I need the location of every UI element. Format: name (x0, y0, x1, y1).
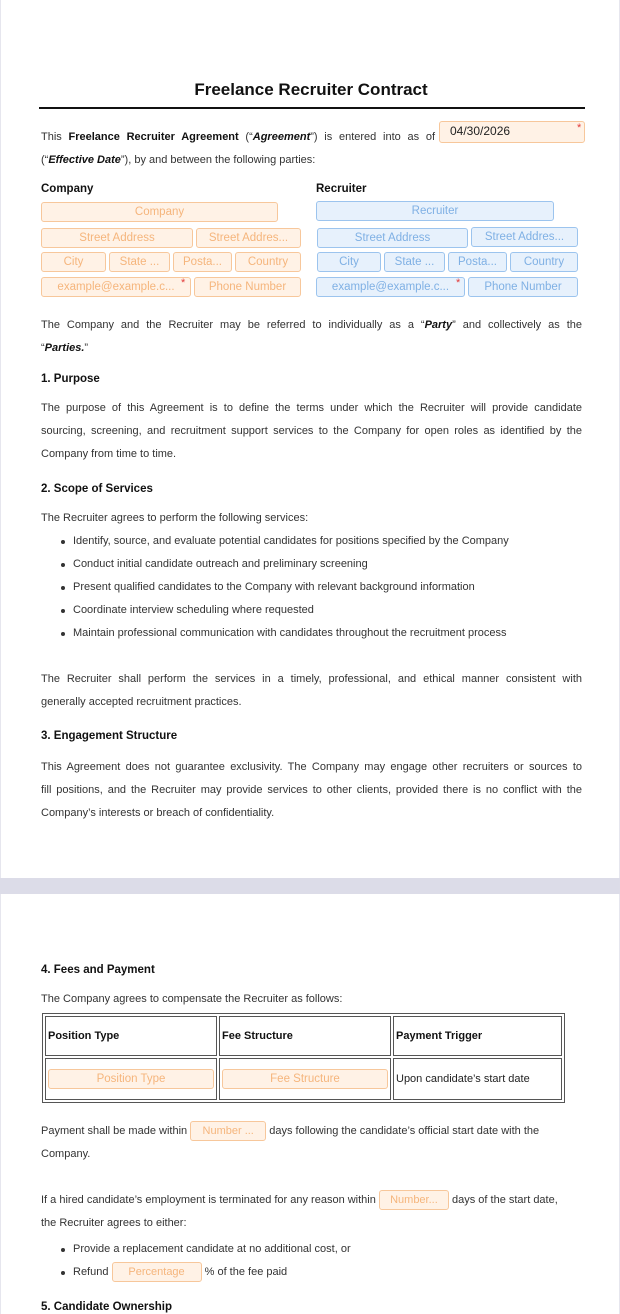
scope-list (61, 530, 509, 645)
page-separator (0, 878, 620, 894)
company-phone-input[interactable]: Phone Number (194, 277, 301, 297)
company-state-input[interactable]: State ... (109, 252, 170, 272)
refund-percentage-input[interactable]: Percentage (112, 1262, 202, 1282)
company-name-input[interactable]: Company (41, 202, 278, 222)
table-header-cell: Payment Trigger (393, 1016, 562, 1056)
intro-line-1: This Freelance Recruiter Agreement (“Agreement”) is entered into as of (41, 131, 435, 143)
list-item: Coordinate interview scheduling where requested (61, 599, 509, 622)
required-asterisk: * (456, 277, 461, 289)
recruiter-heading: Recruiter (316, 183, 367, 195)
fees-intro: The Company agrees to compensate the Recruiter as follows: (41, 993, 343, 1005)
company-street2-input[interactable]: Street Addres... (196, 228, 301, 248)
required-asterisk: * (181, 277, 186, 289)
recruiter-postal-input[interactable]: Posta... (448, 252, 507, 272)
section-scope-heading: 2. Scope of Services (41, 483, 153, 495)
company-city-input[interactable]: City (41, 252, 106, 272)
list-item: Refund Percentage % of the fee paid (61, 1261, 351, 1284)
table-header-cell: Position Type (45, 1016, 217, 1056)
intro-line-2: (“Effective Date”), by and between the following parties: (41, 154, 316, 166)
company-heading: Company (41, 183, 94, 195)
payment-days-input[interactable]: Number ... (190, 1121, 266, 1141)
termination-days-input[interactable]: Number... (379, 1190, 449, 1210)
document-title: Freelance Recruiter Contract (194, 80, 428, 99)
required-asterisk: * (577, 122, 582, 134)
fee-structure-input[interactable]: Fee Structure (222, 1069, 388, 1089)
effective-date-input[interactable]: 04/30/2026 (439, 121, 585, 143)
scope-intro: The Recruiter agrees to perform the following services: (41, 512, 309, 524)
section-fees-heading: 4. Fees and Payment (41, 964, 155, 976)
payment-trigger-cell: Upon candidate’s start date (393, 1058, 562, 1100)
recruiter-name-input[interactable]: Recruiter (316, 201, 554, 221)
company-postal-input[interactable]: Posta... (173, 252, 232, 272)
termination-paragraph: If a hired candidate’s employment is terminated for any reason within Number... days of the start date, the Recruiter agrees to either: (41, 1189, 582, 1235)
company-street1-input[interactable]: Street Address (41, 228, 193, 248)
table-cell (219, 1058, 391, 1100)
recruiter-phone-input[interactable]: Phone Number (468, 277, 578, 297)
company-country-input[interactable]: Country (235, 252, 301, 272)
list-item: Maintain professional communication with candidates throughout the recruitment process (61, 622, 509, 645)
purpose-paragraph: The purpose of this Agreement is to define the terms under which the Recruiter will provide candidate sourcing, screening, and recruitment support services to the Company for open roles as identified by the Company from time to time. (41, 402, 582, 460)
recruiter-country-input[interactable]: Country (510, 252, 578, 272)
table-header-cell: Fee Structure (219, 1016, 391, 1056)
recruiter-email-input[interactable]: example@example.c... (316, 277, 465, 297)
scope-closing: The Recruiter shall perform the services in a timely, professional, and ethical manner consistent with generally accepted recruitment practices. (41, 673, 582, 708)
recruiter-state-input[interactable]: State ... (384, 252, 445, 272)
list-item: Identify, source, and evaluate potential candidates for positions specified by the Company (61, 530, 509, 553)
fees-table (42, 1013, 565, 1103)
position-type-input[interactable]: Position Type (48, 1069, 214, 1089)
engagement-paragraph: This Agreement does not guarantee exclusivity. The Company may engage other recruiters or sources to fill positions, and the Recruiter may provide services to other clients, provided there is no conflict with the Company’s interests or breach of confidentiality. (41, 761, 582, 819)
payment-terms-paragraph: Payment shall be made within Number ... days following the candidate’s official start date with the Company. (41, 1120, 582, 1166)
termination-options-list (61, 1238, 351, 1284)
document-page-2 (0, 894, 620, 1314)
recruiter-city-input[interactable]: City (317, 252, 381, 272)
parties-paragraph: The Company and the Recruiter may be referred to individually as a “Party” and collectively as the “Parties.” (41, 319, 582, 354)
company-email-input[interactable]: example@example.c... (41, 277, 191, 297)
table-row (45, 1058, 562, 1100)
table-cell (45, 1058, 217, 1100)
recruiter-street1-input[interactable]: Street Address (317, 228, 468, 248)
section-engagement-heading: 3. Engagement Structure (41, 730, 178, 742)
title-divider (39, 107, 585, 109)
section-purpose-heading: 1. Purpose (41, 373, 100, 385)
list-item: Conduct initial candidate outreach and preliminary screening (61, 553, 509, 576)
table-header-row (45, 1016, 562, 1056)
section-ownership-heading: 5. Candidate Ownership (41, 1301, 172, 1313)
list-item: Provide a replacement candidate at no additional cost, or (61, 1238, 351, 1261)
recruiter-street2-input[interactable]: Street Addres... (471, 227, 578, 247)
list-item: Present qualified candidates to the Company with relevant background information (61, 576, 509, 599)
